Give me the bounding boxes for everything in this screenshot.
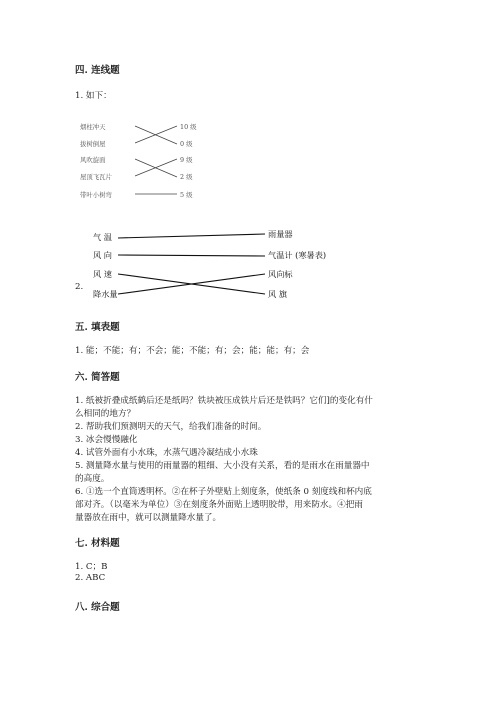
answer-line: 2. 帮助我们预测明天的天气，给我们准备的时间。 bbox=[75, 422, 267, 432]
right-item: 风 旗 bbox=[268, 289, 287, 299]
answer-line: 1. 纸被折叠成纸鹤后还是纸吗？铁块被压成铁片后还是铁吗？它们]的变化有什 bbox=[75, 396, 373, 406]
answer-line: 6. ①选一个直筒透明杯。②在杯子外壁贴上刻度条，使纸条 0 刻度线和杯内底 bbox=[75, 487, 372, 497]
left-item: 带叶小树弯 bbox=[80, 191, 112, 199]
answer-line: 量器放在雨中，就可以测量降水量了。 bbox=[75, 513, 222, 523]
left-item: 屋顶飞瓦片 bbox=[80, 173, 112, 181]
left-item: 气 温 bbox=[93, 232, 112, 242]
section-6-title: 六. 简答题 bbox=[75, 372, 120, 383]
left-item: 烟柱冲天 bbox=[80, 123, 106, 131]
answer-line: 么相同的地方？ bbox=[75, 409, 136, 419]
section-4-title: 四. 连线题 bbox=[75, 65, 120, 76]
right-item: 雨量器 bbox=[268, 229, 293, 239]
answer-line: 4. 试管外面有小水珠，水蒸气遇冷凝结成小水珠 bbox=[75, 448, 258, 458]
right-item: 9 级 bbox=[180, 156, 193, 164]
question-2-label: 2. bbox=[75, 282, 84, 292]
left-item: 风吹旋面 bbox=[80, 156, 106, 164]
question-1-label: 1. 如下： bbox=[75, 91, 112, 101]
answer-line: 1. C；B bbox=[75, 562, 108, 572]
answer-line: 5. 测量降水量与使用的雨量器的粗细、大小没有关系，看的是雨水在雨量器中 bbox=[75, 461, 370, 471]
answer-line: 2. ABC bbox=[75, 573, 106, 583]
section-5-title: 五. 填表题 bbox=[75, 322, 120, 333]
right-item: 0 级 bbox=[180, 140, 193, 148]
answer-line: 1. 能；不能；有；不会；能；不能；有；会；能；能；有；会 bbox=[75, 346, 310, 356]
left-item: 降水量 bbox=[93, 289, 118, 299]
section-8-title: 八. 综合题 bbox=[75, 602, 120, 613]
right-item: 气温计 (寒暑表) bbox=[268, 250, 327, 260]
answer-line: 部对齐。（以毫米为单位）③在刻度条外面贴上透明胶带，用来防水。④把雨 bbox=[75, 500, 363, 510]
answer-line: 3. 冰会慢慢融化 bbox=[75, 435, 138, 445]
right-item: 风向标 bbox=[268, 269, 293, 279]
answer-line: 的高度。 bbox=[75, 474, 110, 484]
left-item: 风 向 bbox=[93, 250, 112, 260]
section-7-title: 七. 材料题 bbox=[75, 538, 120, 549]
left-item: 拔树倒屋 bbox=[80, 140, 106, 148]
right-item: 10 级 bbox=[180, 123, 197, 131]
left-item: 风 速 bbox=[93, 269, 112, 279]
right-item: 5 级 bbox=[180, 191, 193, 199]
right-item: 2 级 bbox=[180, 173, 193, 181]
